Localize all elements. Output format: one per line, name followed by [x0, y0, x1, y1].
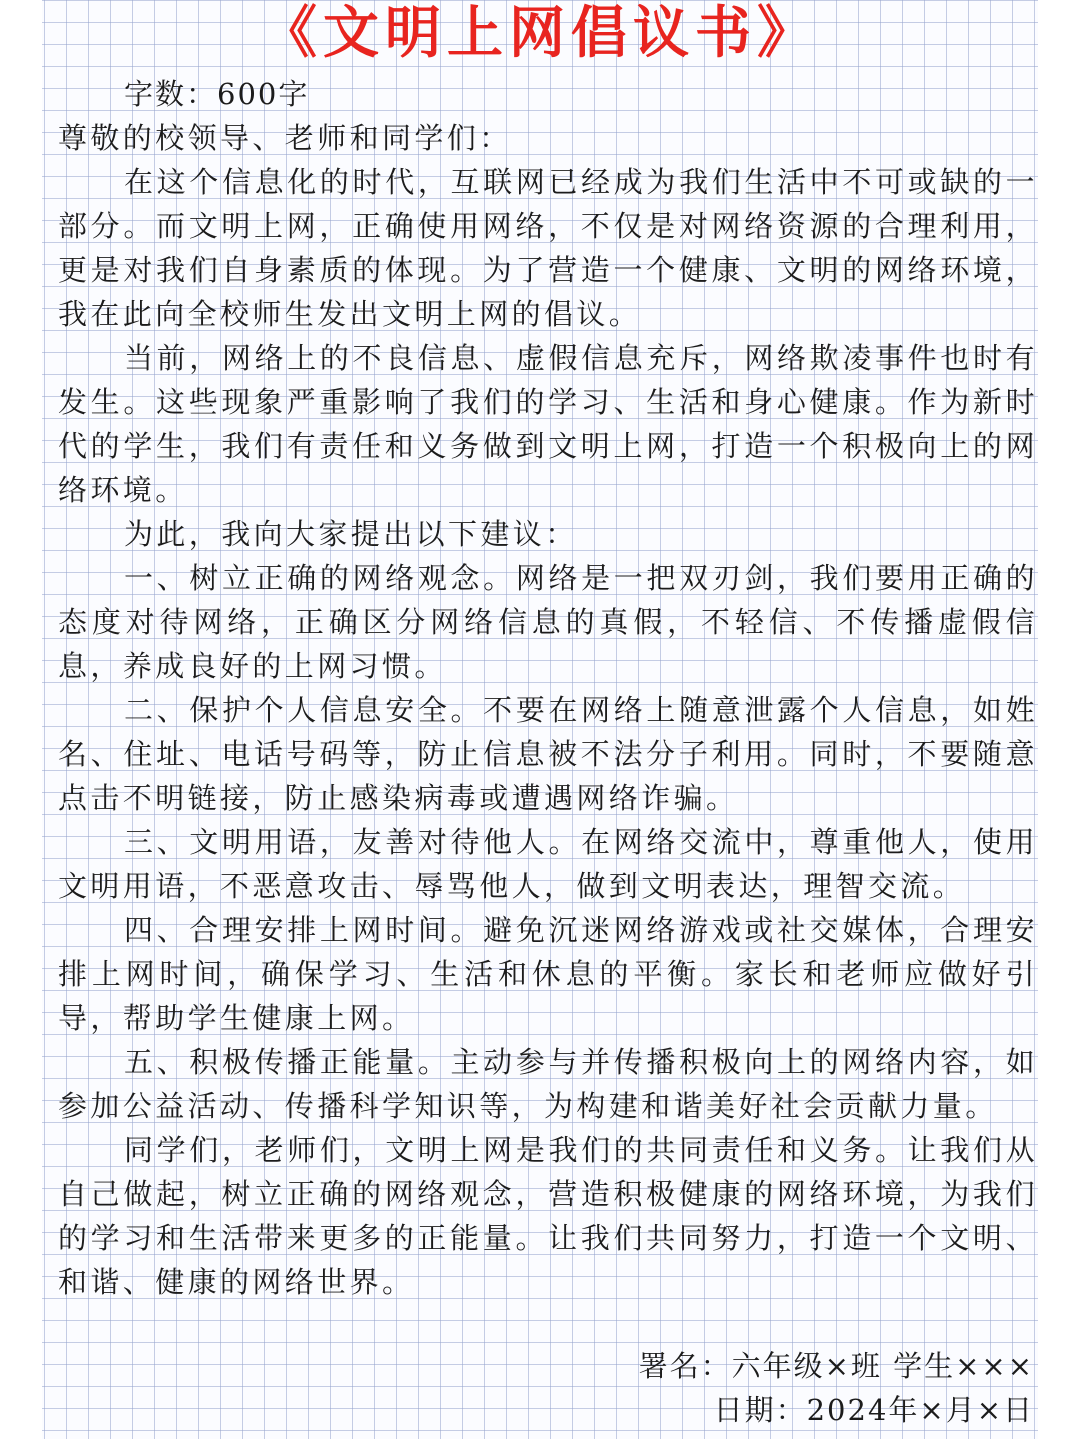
paragraph-suggestion-5: 五、积极传播正能量。主动参与并传播积极向上的网络内容，如参加公益活动、传播科学知识等，为构建和谐美好社会贡献力量。 [58, 1045, 1038, 1123]
paragraph-suggestion-2: 二、保护个人信息安全。不要在网络上随意泄露个人信息，如姓名、住址、电话号码等，防止信息被不法分子利用。同时，不要随意点击不明链接，防止感染病毒或遭遇网络诈骗。 [58, 693, 1038, 815]
paragraph-proposal-intro: 为此，我向大家提出以下建议： [124, 517, 578, 551]
signature-block [639, 1344, 1034, 1432]
paragraph-conclusion: 同学们，老师们，文明上网是我们的共同责任和义务。让我们从自己做起，树立正确的网络观念，营造积极健康的网络环境，为我们的学习和生活带来更多的正能量。让我们共同努力，打造一个文明、和谐、健康的网络世界。 [58, 1133, 1038, 1299]
paragraph-intro: 在这个信息化的时代，互联网已经成为我们生活中不可或缺的一部分。而文明上网，正确使用网络，不仅是对网络资源的合理利用，更是对我们自身素质的体现。为了营造一个健康、文明的网络环境，我在此向全校师生发出文明上网的倡议。 [58, 165, 1038, 331]
signature-line: 署名：六年级×班 学生××× [638, 1349, 1034, 1383]
document-title: 《文明上网倡议书》 [261, 0, 819, 66]
salutation: 尊敬的校领导、老师和同学们： [58, 121, 512, 155]
paragraph-suggestion-1: 一、树立正确的网络观念。网络是一把双刃剑，我们要用正确的态度对待网络，正确区分网络信息的真假，不轻信、不传播虚假信息，养成良好的上网习惯。 [58, 561, 1038, 683]
paragraph-suggestion-4: 四、合理安排上网时间。避免沉迷网络游戏或社交媒体，合理安排上网时间，确保学习、生活和休息的平衡。家长和老师应做好引导，帮助学生健康上网。 [58, 913, 1038, 1035]
document-body [58, 72, 1038, 1304]
word-count: 字数：600字 [124, 77, 310, 111]
date-line: 日期：2024年×月×日 [713, 1393, 1034, 1427]
paragraph-current-situation: 当前，网络上的不良信息、虚假信息充斥，网络欺凌事件也时有发生。这些现象严重影响了我们的学习、生活和身心健康。作为新时代的学生，我们有责任和义务做到文明上网，打造一个积极向上的网络环境。 [58, 341, 1038, 507]
paragraph-suggestion-3: 三、文明用语，友善对待他人。在网络交流中，尊重他人，使用文明用语，不恶意攻击、辱骂他人，做到文明表达，理智交流。 [58, 825, 1038, 903]
